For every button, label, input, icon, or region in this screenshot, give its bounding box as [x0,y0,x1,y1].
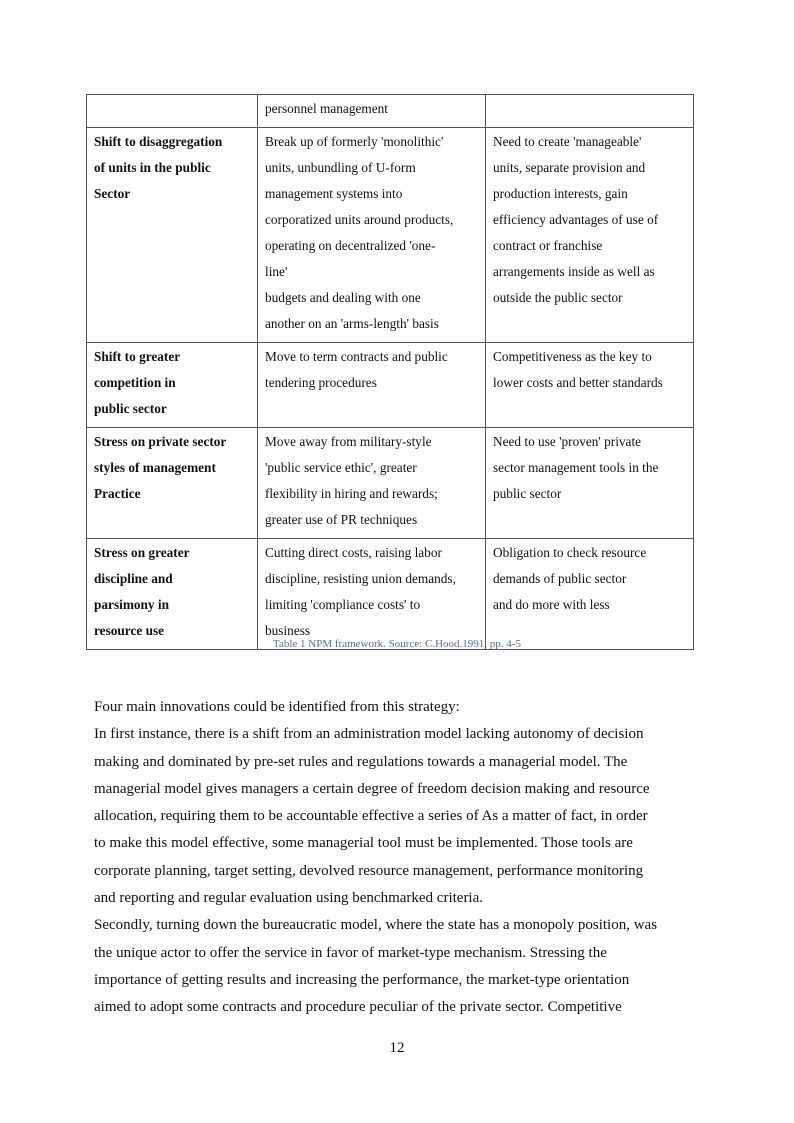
row-justification-cell [486,128,694,343]
cell-line: Move away from military-style [265,434,432,449]
row-heading-cell [87,343,258,428]
cell-line: styles of management [94,460,216,475]
row-description-cell [258,343,486,428]
cell-line: units, separate provision and [493,160,646,175]
cell-line: Practice [94,486,141,501]
body-line: corporate planning, target setting, devolved resource management, performance monitoring [94,862,644,879]
body-line: aimed to adopt some contracts and procedure peculiar of the private sector. Competitive [94,999,622,1016]
cell-line: greater use of PR techniques [265,512,418,527]
cell-line: Shift to greater [94,349,181,364]
cell-line: Stress on private sector [94,434,227,449]
cell-line: management systems into [265,186,403,201]
cell-line: demands of public sector [493,571,627,586]
cell-line: discipline, resisting union demands, [265,571,456,586]
cell-line: Sector [94,186,131,201]
cell-line: another on an 'arms-length' basis [265,316,439,331]
cell-line: efficiency advantages of use of [493,212,659,227]
row-description-cell [258,539,486,650]
cell-line: Obligation to check resource [493,545,647,560]
cell-line: line' [265,264,288,279]
body-line: to make this model effective, some managerial tool must be implemented. Those tools are [94,835,633,852]
cell-line: parsimony in [94,597,169,612]
row-description-cell [258,95,486,128]
body-line: the unique actor to offer the service in favor of market-type mechanism. Stressing the [94,944,607,961]
cell-line: personnel management [265,101,388,116]
body-line: and reporting and regular evaluation using benchmarked criteria. [94,890,484,907]
cell-line: Move to term contracts and public [265,349,448,364]
cell-line: units, unbundling of U-form [265,160,416,175]
cell-line: contract or franchise [493,238,603,253]
cell-line: and do more with less [493,597,610,612]
cell-line: public sector [493,486,562,501]
cell-line: outside the public sector [493,290,623,305]
cell-line: public sector [94,401,167,416]
table-row [87,343,694,428]
row-description-cell [258,428,486,539]
row-heading-cell [87,428,258,539]
row-heading-cell [87,539,258,650]
body-line: managerial model gives managers a certain degree of freedom decision making and resource [94,780,650,797]
row-description-cell [258,128,486,343]
body-line: Four main innovations could be identified from this strategy: [94,699,460,715]
table-body [87,95,694,650]
cell-line: corporatized units around products, [265,212,454,227]
cell-line: tendering procedures [265,375,377,390]
cell-line: Need to create 'manageable' [493,134,642,149]
cell-line: discipline and [94,571,173,586]
row-justification-cell [486,95,694,128]
cell-line: competition in [94,375,176,390]
row-justification-cell [486,539,694,650]
cell-line: lower costs and better standards [493,375,663,390]
cell-line: Competitiveness as the key to [493,349,652,364]
cell-line: Stress on greater [94,545,190,560]
row-justification-cell [486,343,694,428]
body-line: In first instance, there is a shift from an administration model lacking autonomy of decision [94,726,644,743]
body-line: allocation, requiring them to be accountable effective a series of As a matter of fact, in order [94,808,648,825]
cell-line: arrangements inside as well as [493,264,655,279]
row-heading-cell [87,128,258,343]
cell-line: Shift to disaggregation [94,134,223,149]
cell-line: operating on decentralized 'one- [265,238,436,253]
table-row [87,128,694,343]
table-row [87,95,694,128]
body-paragraphs [94,694,704,1022]
body-line: making and dominated by pre-set rules and regulations towards a managerial model. The [94,753,628,770]
cell-line: Need to use 'proven' private [493,434,642,449]
cell-line: 'public service ethic', greater [265,460,417,475]
body-line: Secondly, turning down the bureaucratic model, where the state has a monopoly position, was [94,917,658,934]
cell-line: limiting 'compliance costs' to [265,597,421,612]
table-row [87,428,694,539]
cell-line: resource use [94,623,165,638]
table-row [87,539,694,650]
cell-line: sector management tools in the [493,460,659,475]
cell-line: of units in the public [94,160,211,175]
cell-line: business [265,623,311,638]
row-heading-cell [87,95,258,128]
cell-line: Cutting direct costs, raising labor [265,545,442,560]
body-line: importance of getting results and increasing the performance, the market-type orientation [94,971,630,988]
page-number: 12 [389,1040,405,1056]
cell-line: production interests, gain [493,186,628,201]
cell-line: budgets and dealing with one [265,290,421,305]
npm-framework-table [86,94,694,650]
cell-line: Break up of formerly 'monolithic' [265,134,444,149]
row-justification-cell [486,428,694,539]
cell-line: flexibility in hiring and rewards; [265,486,438,501]
table-caption: Table 1 NPM framework. Source: C.Hood.1991, pp. 4-5 [273,638,521,650]
